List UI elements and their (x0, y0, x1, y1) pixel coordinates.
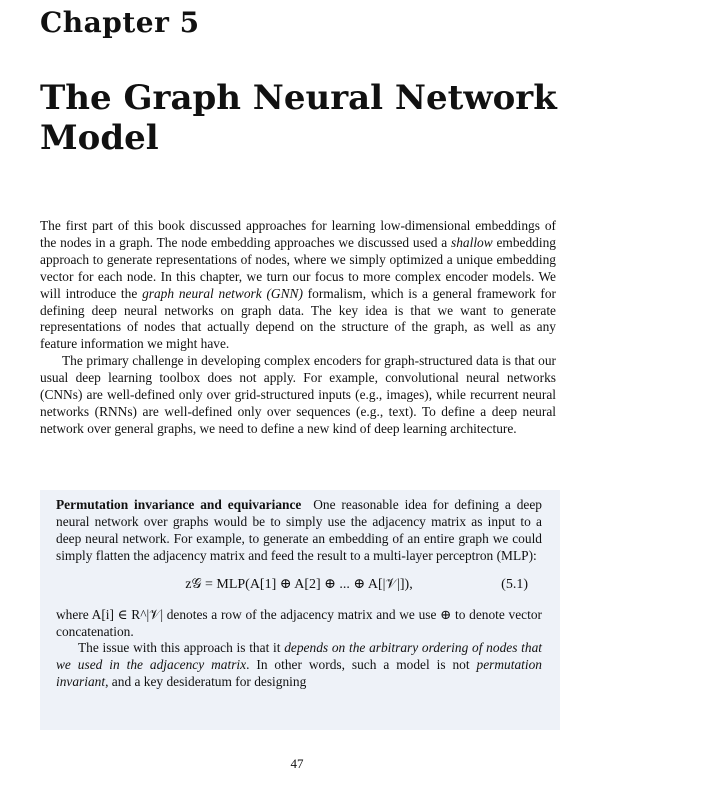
intro-paragraph-2: The primary challenge in developing complex encoders for graph-structured data is that our usual deep learning toolbox does not apply. For example, convolutional neural networks (CNNs) are well-defined only over grid-structured inputs (e.g., images), while recurrent neural networks (RNNs) are well-defined only over sequences (e.g., text). To define a deep neural network over general graphs, we need to define a new kind of deep learning architecture. (40, 353, 556, 436)
box-paragraph-2: where A[i] ∈ R^|𝒱| denotes a row of the adjacency matrix and we use ⊕ to denote vector concatenation. (56, 606, 542, 639)
box-p3-text-c: , and a key desideratum for designing (105, 674, 307, 690)
page-number: 47 (290, 756, 304, 771)
box-paragraph-1 (56, 497, 542, 565)
box-p3-emphasis-ordering: depends on the arbitrary ordering of nodes that we used in the adjacency matrix (56, 640, 542, 673)
equation-5-1 (56, 569, 542, 605)
permutation-box (56, 497, 542, 691)
intro-body (40, 218, 556, 438)
chapter-label: Chapter 5 (40, 6, 200, 39)
chapter-title (40, 78, 660, 158)
box-p3-text-b: . In other words, such a model is not (246, 657, 477, 673)
equation-number: (5.1) (501, 576, 528, 592)
chapter-title-line-2: Model (40, 118, 159, 158)
intro-p1-emphasis-shallow: shallow (451, 234, 493, 250)
equation-formula: z𝒢 = MLP(A[1] ⊕ A[2] ⊕ ... ⊕ A[|𝒱|]), (185, 576, 413, 592)
intro-p1-text-c: formalism, which is a general framework for defining deep neural networks on graph data. The key idea is that we want to generate representations of nodes that actually depend on the structure of the graph, as well as any feature information we might have. (40, 285, 556, 352)
intro-p1-text-a: The first part of this book discussed approaches for learning low-dimensional embeddings of the nodes in a graph. The node embedding approaches we discussed used a (40, 218, 556, 250)
intro-paragraph-1 (40, 218, 556, 353)
chapter-title-line-1: The Graph Neural Network (40, 78, 557, 118)
intro-p1-text-b: embedding approach to generate representations of nodes, where we simply optimized a unique embedding vector for each node. In this chapter, we turn our focus to more complex encoder models. We will introduce the (40, 234, 556, 301)
box-paragraph-3 (56, 640, 542, 691)
box-p1-text: One reasonable idea for defining a deep neural network over graphs would be to simply use the adjacency matrix as input to a deep neural network. For example, to generate an embedding of an entire graph we could simply flatten the adjacency matrix and feed the result to a multi-layer perceptron (MLP): (56, 497, 542, 563)
box-p3-emphasis-invariant: permutation invariant (56, 657, 542, 690)
intro-p1-emphasis-gnn: graph neural network (GNN) (142, 285, 303, 301)
box-heading: Permutation invariance and equivariance (56, 497, 302, 512)
box-p3-text-a: The issue with this approach is that it (78, 640, 285, 656)
